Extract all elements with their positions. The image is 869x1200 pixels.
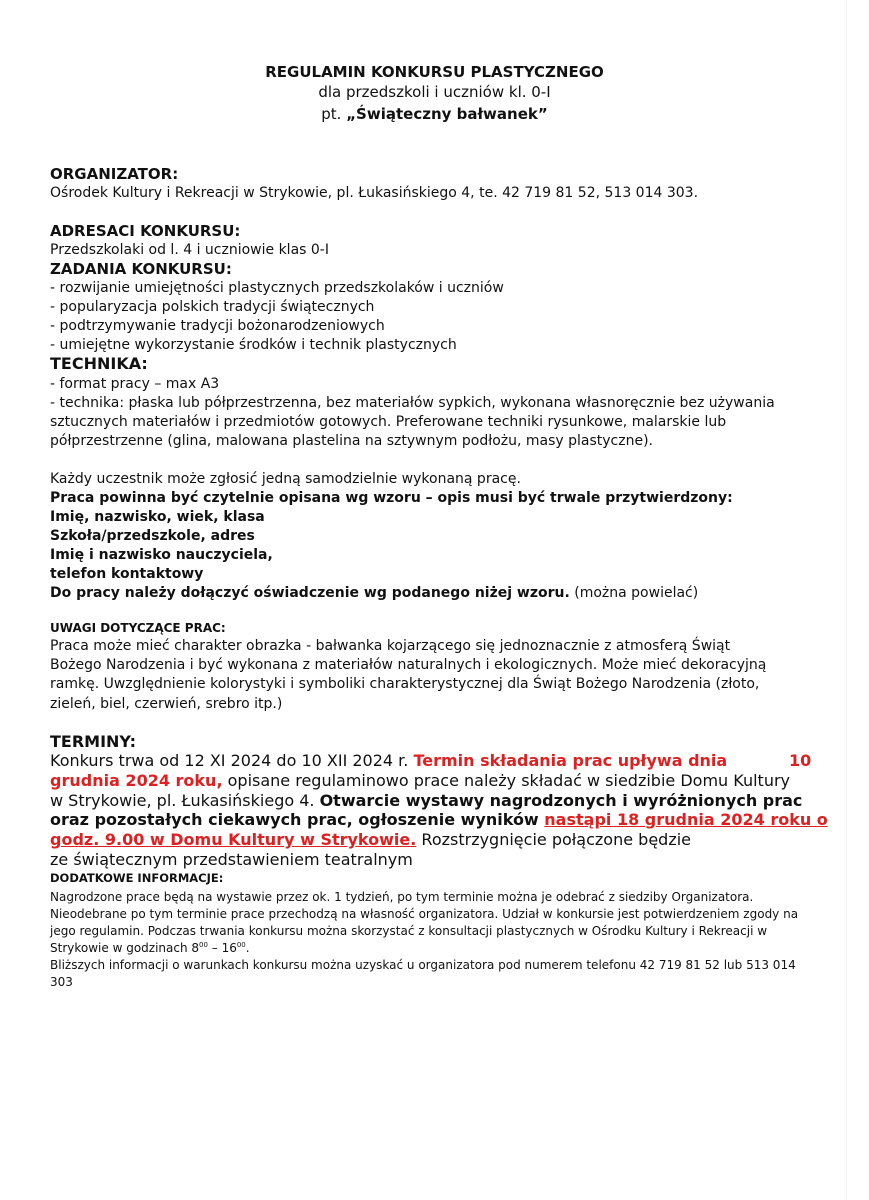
results-text: oraz pozostałych ciekawych prac, ogłoszenie wyników — [50, 810, 545, 829]
label-field: telefon kontaktowy — [50, 566, 204, 582]
terms-line — [50, 771, 790, 791]
organizer-text: Ośrodek Kultury i Rekreacji w Strykowie, pl. Łukasińskiego 4, te. 42 719 81 52, 513 014 303. — [50, 185, 699, 201]
organizer-heading: ORGANIZATOR: — [50, 165, 179, 183]
technique-description: - technika: płaska lub półprzestrzenna, bez materiałów sypkich, wykonana własnoręcznie bez używania sztucznych materiałów i przedmiotów gotowych. Preferowane techniki rysunkowe, malarskie lub półprzestrzenne (glina, malowana plastelina na sztywnym podłożu, masy plastyczne). — [50, 395, 775, 450]
label-rule: Praca powinna być czytelnie opisana wg wzoru – opis musi być trwale przytwierdzony: — [50, 490, 733, 506]
label-field: Szkoła/przedszkole, adres — [50, 528, 255, 544]
label-field: Imię i nazwisko nauczyciela, — [50, 547, 273, 563]
terms-line: ze świątecznym przedstawieniem teatralnym — [50, 850, 413, 869]
technique-format: - format pracy – max A3 — [50, 376, 220, 392]
contest-name-title: „Świąteczny bałwanek” — [346, 105, 548, 123]
terms-line — [50, 810, 828, 830]
results-time-place: godz. 9.00 w Domu Kultury w Strykowie. — [50, 830, 417, 849]
terms-period: Konkurs trwa od 12 XI 2024 do 10 XII 2024 r. — [50, 751, 414, 770]
resolution-text: Rozstrzygnięcie połączone będzie — [416, 830, 692, 849]
exhibition-text: Otwarcie wystawy nagrodzonych i wyróżnionych prac — [319, 791, 803, 810]
recipients-text: Przedszkolaki od l. 4 i uczniowie klas 0-I — [50, 242, 329, 258]
submission-place: opisane regulaminowo prace należy składać w siedzibie Domu Kultury — [222, 771, 790, 790]
hours-dash: – 16 — [207, 941, 237, 955]
deadline-date: grudnia 2024 roku, — [50, 771, 223, 790]
recipients-heading: ADRESACI KONKURSU: — [50, 222, 241, 240]
document-subtitle: dla przedszkoli i uczniów kl. 0-I — [318, 83, 551, 101]
one-work-rule: Każdy uczestnik może zgłosić jedną samodzielnie wykonaną pracę. — [50, 471, 521, 487]
hours-start-sup: 00 — [199, 941, 208, 949]
additional-paragraph — [50, 889, 815, 957]
terms-heading: TERMINY: — [50, 732, 137, 751]
results-date: nastąpi 18 grudnia 2024 roku o — [544, 810, 828, 829]
additional-text: Nagrodzone prace będą na wystawie przez ok. 1 tydzień, po tym terminie można je odebrać z siedziby Organizatora. Nieodebrane po tym terminie prace przechodzą na własność organizatora. Udział w konkursie jest potwierdzeniem zgody na jego regulamin. Podczas trwania konkursu można skorzystać z konsultacji plastycznych w Ośrodku Kultury i Rekreacji w Strykowie w godzinach 8 — [50, 890, 799, 955]
additional-heading: DODATKOWE INFORMACJE: — [50, 871, 224, 885]
tasks-item: - podtrzymywanie tradycji bożonarodzeniowych — [50, 318, 385, 334]
technique-heading: TECHNIKA: — [50, 354, 148, 373]
declaration-text: Do pracy należy dołączyć oświadczenie wg podanego niżej wzoru. — [50, 585, 570, 601]
tasks-item: - popularyzacja polskich tradycji świątecznych — [50, 299, 375, 315]
tasks-item: - umiejętne wykorzystanie środków i technik plastycznych — [50, 337, 457, 353]
remarks-heading: UWAGI DOTYCZĄCE PRAC: — [50, 621, 226, 635]
label-field: Imię, nazwisko, wiek, klasa — [50, 509, 265, 525]
tasks-heading: ZADANIA KONKURSU: — [50, 260, 232, 278]
contest-name — [0, 105, 869, 123]
terms-line — [50, 791, 802, 811]
deadline-day: 10 — [789, 751, 812, 770]
tasks-item: - rozwijanie umiejętności plastycznych przedszkolaków i uczniów — [50, 280, 504, 296]
contact-paragraph: Bliższych informacji o warunkach konkursu można uzyskać u organizatora pod numerem telefonu 42 719 81 52 lub 513 014 303 — [50, 958, 796, 989]
declaration-note: (można powielać) — [569, 585, 699, 601]
page-edge — [846, 0, 847, 1200]
terms-line — [50, 751, 727, 771]
terms-line — [50, 830, 691, 850]
contest-name-prefix: pt. — [321, 105, 342, 123]
address-text: w Strykowie, pl. Łukasińskiego 4. — [50, 791, 320, 810]
hours-end-sup: 00 — [236, 941, 246, 949]
document-title: REGULAMIN KONKURSU PLASTYCZNEGO — [265, 63, 604, 81]
deadline-text: Termin składania prac upływa dnia — [413, 751, 728, 770]
declaration-rule — [50, 584, 698, 603]
hours-dot: . — [245, 941, 250, 955]
remarks-text: Praca może mieć charakter obrazka - bałwanka kojarzącego się jednoznacznie z atmosferą Świąt Bożego Narodzenia i być wykonana z materiałów naturalnych i ekologicznych. Może mieć dekoracyjną ramkę. Uwzględnienie kolorystyki i symboliki charakterystycznej dla Świąt Bożego Narodzenia (złoto, zieleń, biel, czerwień, srebro itp.) — [50, 638, 767, 712]
